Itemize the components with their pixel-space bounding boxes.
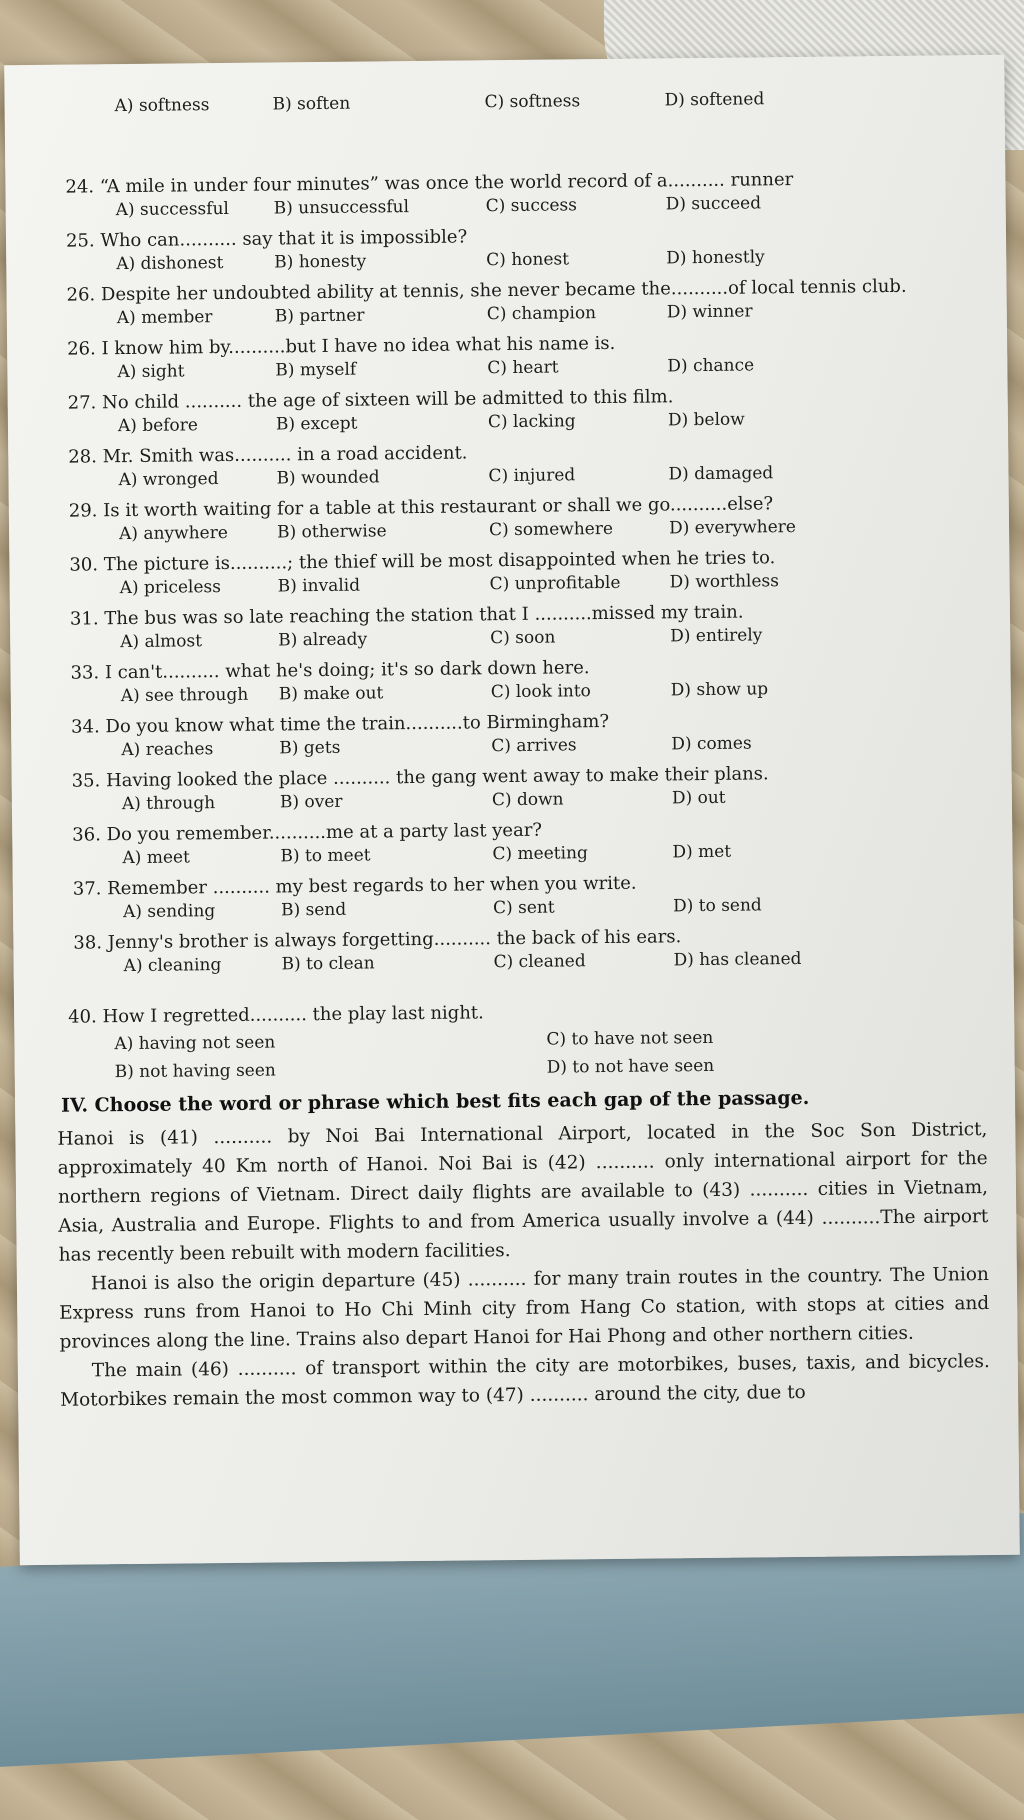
option-c: C) down — [491, 789, 564, 811]
section-title: IV. Choose the word or phrase which best fits each gap of the passage. — [60, 1086, 810, 1117]
option-d: D) to send — [672, 895, 762, 917]
option-d: D) comes — [671, 733, 752, 755]
question — [73, 926, 681, 953]
question — [68, 386, 674, 413]
option-d: D) everywhere — [668, 517, 797, 539]
question-text: Mr. Smith was.......... in a road accident. — [102, 442, 468, 468]
option-c: C) look into — [490, 681, 591, 703]
option-d: D) entirely — [670, 625, 763, 647]
option-b: B) gets — [279, 737, 341, 759]
question — [66, 276, 906, 306]
question-number: 34. — [70, 716, 100, 738]
option-b: B) not having seen — [114, 1060, 276, 1083]
option-d: D) to not have seen — [546, 1055, 715, 1078]
passage-paragraph-3: The main (46) .......... of transport within the city are motorbikes, buses, taxis, and bicycles. Motorbikes remain the most common way to (47) .......... around the city, due to — [60, 1351, 990, 1411]
question-text: Who can.......... say that it is impossible? — [100, 226, 468, 252]
question-number: 24. — [65, 176, 95, 198]
question-number: 38. — [73, 932, 103, 954]
option-c: C) champion — [486, 303, 597, 325]
option-b: B) partner — [274, 305, 365, 327]
option-b: B) invalid — [277, 575, 361, 597]
option-d: D) worthless — [669, 571, 780, 593]
option-c: C) cleaned — [493, 951, 586, 973]
question-text: “A mile in under four minutes” was once the world record of a.......... runner — [99, 169, 794, 198]
option-c: C) unprofitable — [489, 572, 621, 595]
question-number: 33. — [70, 662, 100, 684]
question-number: 27. — [67, 392, 97, 414]
option-d: D) damaged — [668, 463, 774, 485]
option-a: A) through — [121, 793, 216, 815]
option-b: B) unsuccessful — [273, 197, 410, 219]
option-d: D) succeed — [665, 193, 762, 215]
question — [72, 820, 542, 846]
question-number: 31. — [69, 608, 99, 630]
question-text: I know him by..........but I have no idea what his name is. — [101, 332, 616, 360]
question — [67, 333, 615, 360]
question — [71, 711, 609, 738]
option-d: D) out — [671, 787, 726, 809]
question-text: Jenny's brother is always forgetting.......... the back of his ears. — [107, 926, 682, 954]
option-b: B) honesty — [274, 251, 367, 273]
option-c: C) success — [485, 195, 578, 217]
question-text: The bus was so late reaching the station that I ..........missed my train. — [104, 601, 744, 630]
option-d: D) winner — [666, 301, 753, 323]
option-c: C) arrives — [491, 735, 577, 757]
question — [70, 657, 589, 683]
option-a: A) softness — [114, 95, 210, 117]
option-c: C) heart — [487, 357, 559, 379]
question-text: Remember .......... my best regards to her when you write. — [107, 872, 637, 900]
option-b: B) myself — [275, 359, 357, 381]
passage-paragraph-2: Hanoi is also the origin departure (45) .......... for many train routes in the country. The Union Express runs from Hanoi to Ho Chi Minh city from Hang Co station, with stops at cities and provinces along the line. Trains also depart Hanoi for Hai Phong and other northern cities. — [59, 1264, 990, 1353]
question-number: 26. — [66, 284, 96, 306]
option-c: C) softness — [484, 91, 581, 113]
question — [69, 493, 773, 521]
option-a: A) member — [116, 307, 213, 329]
option-c: C) honest — [486, 249, 570, 271]
option-b: B) otherwise — [276, 521, 387, 543]
option-a: A) sight — [117, 361, 185, 383]
question — [66, 226, 467, 251]
option-a: A) sending — [122, 901, 216, 923]
option-b: B) except — [275, 413, 358, 435]
option-a: A) meet — [122, 847, 190, 869]
question-text: I can't.......... what he's doing; it's so dark down here. — [104, 657, 590, 684]
option-d: D) chance — [667, 355, 755, 377]
option-b: B) to meet — [280, 845, 371, 867]
question-text: Having looked the place .......... the gang went away to make their plans. — [105, 763, 769, 792]
option-d: D) softened — [664, 89, 765, 111]
question-list — [4, 55, 1004, 977]
option-d: D) has cleaned — [673, 948, 802, 971]
question — [73, 873, 637, 900]
worksheet-page — [4, 55, 1020, 1565]
question-number: 28. — [68, 446, 98, 468]
option-c: C) injured — [488, 465, 576, 487]
option-d: D) honestly — [666, 247, 765, 269]
question-text: Is it worth waiting for a table at this restaurant or shall we go..........else? — [103, 493, 774, 522]
option-a: A) anywhere — [118, 522, 228, 545]
option-b: B) soften — [272, 93, 351, 115]
question-40: 40. How I regretted.......... the play last night. — [68, 1002, 484, 1028]
option-a: A) almost — [120, 631, 203, 653]
option-c: C) meeting — [492, 843, 588, 865]
question-number: 35. — [71, 770, 101, 792]
option-a: A) see through — [120, 684, 249, 707]
option-a: A) before — [117, 415, 199, 437]
question-text: Do you know what time the train..........to Birmingham? — [105, 710, 610, 738]
option-b: B) wounded — [276, 467, 380, 489]
question-number: 25. — [65, 230, 95, 252]
option-a: A) priceless — [119, 577, 222, 599]
option-b: B) already — [278, 629, 368, 651]
question-number: 37. — [72, 878, 102, 900]
passage — [57, 1115, 990, 1415]
option-b: B) make out — [278, 683, 384, 705]
option-a: A) wronged — [118, 469, 219, 491]
option-c: C) somewhere — [488, 518, 614, 541]
question-number: 26. — [67, 338, 96, 360]
option-a: A) cleaning — [123, 955, 222, 977]
option-b: B) to clean — [281, 953, 375, 975]
option-d: D) show up — [670, 679, 769, 701]
question-number: 30. — [69, 554, 99, 576]
question — [72, 763, 769, 791]
option-d: D) below — [667, 409, 745, 431]
option-c: C) sent — [492, 897, 555, 919]
question-text: No child .......... the age of sixteen will be admitted to this film. — [101, 386, 674, 414]
option-b: B) over — [279, 791, 343, 813]
option-a: A) having not seen — [114, 1032, 276, 1055]
question — [68, 442, 467, 467]
option-d: D) met — [672, 841, 732, 863]
option-a: A) dishonest — [116, 252, 224, 275]
option-a: A) successful — [115, 198, 230, 221]
question-text: Do you remember..........me at a party last year? — [106, 819, 543, 846]
option-b: B) send — [280, 899, 347, 921]
question-text: Despite her undoubted ability at tennis, she never became the..........of local tennis club. — [100, 275, 907, 306]
question — [70, 602, 744, 630]
passage-paragraph-1: Hanoi is (41) .......... by Noi Bai International Airport, located in the Soc Son District, approximately 40 Km north of Hanoi. Noi Bai is (42) .......... only international airport for the northern regions of Vietnam. Direct daily flights are available to (43) .......... cities in Vietnam, Asia, Australia and Europe. Flights to and from America usually involve a (44) ..........The airport has recently been rebuilt with modern facilities. — [57, 1119, 989, 1266]
option-c: C) lacking — [487, 411, 576, 433]
option-c: C) soon — [490, 627, 556, 649]
option-c: C) to have not seen — [546, 1027, 714, 1050]
question-number: 36. — [72, 824, 101, 846]
option-a: A) reaches — [121, 739, 214, 761]
question-text: The picture is..........; the thief will be most disappointed when he tries to. — [103, 547, 776, 576]
question-number: 29. — [68, 500, 98, 522]
